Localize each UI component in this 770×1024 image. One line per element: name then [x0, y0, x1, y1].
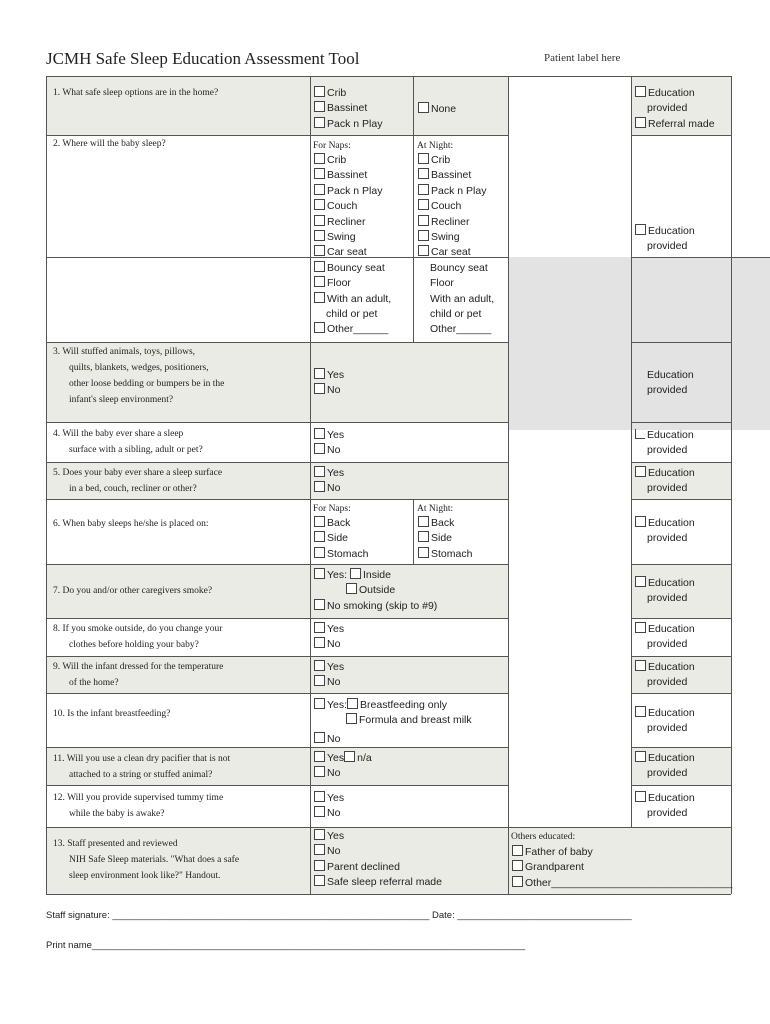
page-title: JCMH Safe Sleep Education Assessment Tool [46, 49, 360, 68]
checkbox[interactable] [635, 791, 646, 802]
checkbox[interactable] [635, 622, 646, 633]
education-provided-label: provided [647, 767, 688, 780]
referral-option[interactable]: Referral made [635, 117, 715, 132]
education-option[interactable]: Education [635, 86, 715, 101]
checkbox[interactable] [314, 698, 325, 709]
q2-night-option[interactable]: Crib [418, 153, 494, 168]
q2-naps-option[interactable]: Couch [314, 199, 391, 214]
checkbox[interactable] [314, 153, 325, 164]
grid-line [631, 747, 731, 748]
yes-option[interactable]: Yes [314, 660, 344, 675]
checkbox[interactable] [314, 245, 325, 256]
q1-none-option[interactable]: None [418, 102, 456, 117]
checkbox[interactable] [350, 568, 361, 579]
q7-no-smoking-option[interactable]: No smoking (skip to #9) [314, 599, 437, 614]
checkbox[interactable] [314, 443, 325, 454]
education-provided-label: provided [647, 444, 688, 457]
q10-yes-row: Yes: Breastfeeding only [314, 698, 472, 713]
yes-option[interactable]: Yes [314, 466, 344, 481]
q6-education [635, 516, 695, 547]
q7-yes-row: Yes: Inside [314, 568, 437, 583]
checkbox[interactable] [418, 153, 429, 164]
q3-education [635, 368, 694, 399]
no-option[interactable]: No [314, 675, 344, 690]
q2-night-option[interactable]: Car seat [418, 245, 494, 260]
no-option[interactable]: No [314, 383, 344, 398]
q6-night-option[interactable]: Side [418, 531, 472, 546]
q2-naps-option[interactable]: With an adult, [314, 292, 391, 307]
q2-naps-option[interactable]: Other______ [314, 322, 391, 337]
education-provided-label: provided [647, 722, 688, 735]
q12-education [635, 791, 695, 822]
grid-line [46, 462, 508, 463]
q12-options [314, 791, 344, 822]
question-10: 10. Is the infant breastfeeding? [53, 709, 171, 719]
q13-option[interactable]: Safe sleep referral made [314, 875, 442, 890]
q2-night-header: At Night: [417, 141, 454, 151]
education-provided-label: provided [647, 384, 688, 397]
question-6: 6. When baby sleeps he/she is placed on: [53, 519, 209, 529]
q2-naps-option-cont: child or pet [326, 308, 378, 321]
question-2: 2. Where will the baby sleep? [53, 139, 166, 149]
grid-line [46, 76, 47, 894]
q9-options [314, 660, 344, 691]
question-5: 5. Does your baby ever share a sleep surface in a bed, couch, recliner or other? [53, 468, 223, 494]
q2-night-option[interactable]: Swing [418, 230, 494, 245]
grid-line [46, 894, 731, 895]
grid-line [46, 342, 508, 343]
q5-education [635, 466, 695, 497]
staff-signature-line[interactable]: Staff signature: ____________________________________________________________ Date: _________________________________ [46, 910, 632, 921]
education-option[interactable]: Education [635, 751, 695, 766]
q4-education [635, 428, 694, 459]
checkbox[interactable] [314, 383, 325, 394]
grid-line [46, 656, 508, 657]
checkbox[interactable] [635, 466, 646, 477]
q2-naps-option[interactable]: Bassinet [314, 168, 391, 183]
grid-line [631, 462, 731, 463]
q6-naps-options [314, 516, 368, 562]
q6-naps-option[interactable]: Stomach [314, 547, 368, 562]
q2-naps-option[interactable]: Bouncy seat [314, 261, 391, 276]
grid-line [508, 76, 509, 894]
grid-line [631, 499, 731, 500]
question-13: 13. Staff presented and reviewed NIH Safe Sleep materials. "What does a safe sleep environment look like?" Handout. [53, 839, 240, 881]
checkbox[interactable] [314, 875, 325, 886]
q6-night-option[interactable]: Stomach [418, 547, 472, 562]
q6-naps-header: For Naps: [313, 504, 351, 514]
q6-night-header: At Night: [417, 504, 454, 514]
q10-no-option[interactable]: No [314, 732, 472, 747]
grid-line [631, 257, 770, 258]
checkbox[interactable] [314, 184, 325, 195]
checkbox[interactable] [418, 199, 429, 210]
education-option[interactable]: Education [635, 466, 695, 481]
education-option[interactable]: Education [635, 791, 695, 806]
q9-education [635, 660, 695, 691]
checkbox[interactable] [314, 766, 325, 777]
checkbox[interactable] [314, 516, 325, 527]
education-option[interactable]: Education [635, 428, 694, 443]
q11-education [635, 751, 695, 782]
no-option[interactable]: No [314, 481, 344, 496]
checkbox[interactable] [314, 547, 325, 558]
grid-line [631, 618, 731, 619]
question-1: 1. What safe sleep options are in the home? [53, 88, 219, 98]
checkbox[interactable] [418, 102, 429, 113]
question-11: 11. Will you use a clean dry pacifier that is not attached to a string or stuffed animal? [53, 754, 231, 780]
q13-others-options [512, 845, 732, 891]
checkbox[interactable] [635, 516, 646, 527]
education-option[interactable]: Education [635, 622, 695, 637]
education-option[interactable]: Education [635, 224, 695, 239]
checkbox[interactable] [346, 583, 357, 594]
no-option[interactable]: No [314, 806, 344, 821]
grid-line [46, 618, 508, 619]
q1-options [314, 86, 382, 132]
checkbox[interactable] [314, 117, 325, 128]
education-provided-label: provided [647, 240, 688, 253]
yes-option[interactable]: Yes [314, 791, 344, 806]
q2-night-option[interactable]: Recliner [418, 215, 494, 230]
checkbox[interactable] [314, 86, 325, 97]
q2-night-option: Other______ [430, 323, 492, 336]
question-3: 3. Will stuffed animals, toys, pillows, quilts, blankets, wedges, positioners, other loose bedding or bumpers be in the infant's sleep environment? [53, 347, 225, 405]
q10-formula-row[interactable]: Formula and breast milk [314, 713, 472, 728]
education-provided-label: provided [647, 592, 688, 605]
checkbox[interactable] [314, 829, 325, 840]
grid-line [46, 499, 508, 500]
checkbox[interactable] [512, 845, 523, 856]
checkbox[interactable] [314, 168, 325, 179]
grid-line [46, 785, 508, 786]
checkbox[interactable] [344, 751, 355, 762]
q2-education [635, 224, 695, 255]
checkbox[interactable] [314, 199, 325, 210]
education-option[interactable]: Education [635, 576, 695, 591]
q7-education [635, 576, 695, 607]
q8-options [314, 622, 344, 653]
grid-line [310, 76, 311, 894]
q2-naps-option[interactable]: Crib [314, 153, 391, 168]
yes-option[interactable]: Yes [314, 428, 344, 443]
checkbox[interactable] [314, 675, 325, 686]
education-option[interactable]: Education [635, 516, 695, 531]
education-provided-label: provided [647, 482, 688, 495]
q13-option[interactable]: No [314, 844, 442, 859]
checkbox[interactable] [314, 276, 325, 287]
grid-line [46, 827, 731, 828]
question-8: 8. If you smoke outside, do you change your clothes before holding your baby? [53, 624, 223, 650]
checkbox[interactable] [314, 531, 325, 542]
q2-naps-option[interactable]: Car seat [314, 245, 391, 260]
grid-line [631, 564, 731, 565]
q11-options [314, 751, 372, 782]
checkbox[interactable] [314, 322, 325, 333]
checkbox[interactable] [314, 292, 325, 303]
q1-education [635, 86, 715, 132]
q2-night-option: Bouncy seat [430, 261, 488, 274]
checkbox[interactable] [418, 531, 429, 542]
grid-line [46, 422, 508, 423]
q2-naps-option[interactable]: Swing [314, 230, 391, 245]
education-option[interactable]: Education [635, 660, 695, 675]
q10-education [635, 706, 695, 737]
checkbox[interactable] [314, 368, 325, 379]
q6-night-options [418, 516, 472, 562]
checkbox[interactable] [635, 224, 646, 235]
checkbox[interactable] [314, 215, 325, 226]
yes-option[interactable]: Yes [314, 368, 344, 383]
q11-yes-row: Yes n/a [314, 751, 372, 766]
q7-options [314, 568, 437, 614]
q13-other-option[interactable]: Father of baby [512, 845, 732, 860]
grid-line [413, 76, 414, 135]
grid-line [631, 422, 731, 423]
q2-night-option: Floor [430, 277, 454, 290]
q2-night-option[interactable]: Pack n Play [418, 184, 494, 199]
grid-line [413, 499, 414, 564]
no-option[interactable]: No [314, 443, 344, 458]
yes-option[interactable]: Yes [314, 622, 344, 637]
education-provided-label: provided [647, 102, 688, 115]
q2-night-option-cont: child or pet [430, 308, 482, 321]
no-option[interactable]: No [314, 766, 372, 781]
grid-line [631, 342, 731, 343]
q6-night-option[interactable]: Back [418, 516, 472, 531]
checkbox[interactable] [314, 806, 325, 817]
q2-naps-header: For Naps: [313, 141, 351, 151]
q1-option[interactable]: Bassinet [314, 101, 382, 116]
checkbox[interactable] [314, 101, 325, 112]
checkbox[interactable] [418, 516, 429, 527]
q2-night-option: With an adult, [430, 292, 495, 305]
question-9: 9. Will the infant dressed for the temperature of the home? [53, 662, 224, 688]
grid-line [631, 76, 632, 827]
checkbox[interactable] [512, 876, 523, 887]
checkbox[interactable] [635, 576, 646, 587]
checkbox[interactable] [314, 481, 325, 492]
checkbox[interactable] [418, 245, 429, 256]
patient-label: Patient label here [544, 52, 621, 64]
q13-options [314, 829, 442, 891]
checkbox[interactable] [314, 622, 325, 633]
checkbox[interactable] [314, 637, 325, 648]
checkbox[interactable] [635, 86, 646, 97]
checkbox[interactable] [346, 713, 357, 724]
q8-education [635, 622, 695, 653]
checkbox[interactable] [635, 751, 646, 762]
q2-naps-option[interactable]: Pack n Play [314, 184, 391, 199]
checkbox[interactable] [314, 751, 325, 762]
checkbox[interactable] [314, 599, 325, 610]
q2-night-option[interactable]: Bassinet [418, 168, 494, 183]
grid-line [731, 76, 732, 894]
grid-line [413, 135, 414, 342]
education-provided-label: provided [647, 638, 688, 651]
education-option[interactable]: Education [635, 706, 695, 721]
q13-others-title: Others educated: [511, 832, 576, 842]
checkbox[interactable] [418, 547, 429, 558]
q3-options [314, 368, 344, 399]
checkbox[interactable] [314, 844, 325, 855]
grid-line [631, 656, 731, 657]
checkbox[interactable] [418, 215, 429, 226]
grid-line [46, 564, 508, 565]
q2-night-options [418, 153, 494, 338]
checkbox[interactable] [418, 168, 429, 179]
question-7: 7. Do you and/or other caregivers smoke? [53, 586, 213, 596]
q5-options [314, 466, 344, 497]
checkbox[interactable] [635, 117, 646, 128]
q2-naps-option[interactable]: Recliner [314, 215, 391, 230]
checkbox[interactable] [635, 706, 646, 717]
checkbox[interactable] [418, 230, 429, 241]
q7-outside-row[interactable]: Outside [314, 583, 437, 598]
education-provided-label: provided [647, 676, 688, 689]
education-provided-label: provided [647, 532, 688, 545]
q6-naps-option[interactable]: Side [314, 531, 368, 546]
checkbox[interactable] [314, 791, 325, 802]
q2-night-option[interactable]: Couch [418, 199, 494, 214]
checkbox[interactable] [635, 660, 646, 671]
q13-other-option[interactable]: Grandparent [512, 860, 732, 875]
q13-other-option[interactable]: Other_______________________________ [512, 876, 732, 891]
q2-naps-options [314, 153, 391, 338]
question-12: 12. Will you provide supervised tummy time while the baby is awake? [53, 793, 224, 819]
grid-line [46, 76, 731, 77]
grid-line [631, 135, 731, 136]
grid-line [631, 693, 731, 694]
checkbox[interactable] [314, 660, 325, 671]
grid-line [46, 693, 508, 694]
print-name-line[interactable]: Print name__________________________________________________________________________________ [46, 940, 526, 951]
checkbox[interactable] [314, 568, 325, 579]
checkbox[interactable] [314, 860, 325, 871]
education-label: Education [647, 369, 694, 381]
checkbox[interactable] [635, 429, 645, 439]
checkbox[interactable] [347, 698, 358, 709]
education-provided-label: provided [647, 807, 688, 820]
q10-options [314, 698, 472, 747]
q13-option[interactable]: Yes [314, 829, 442, 844]
checkbox[interactable] [512, 860, 523, 871]
q13-option[interactable]: Parent declined [314, 860, 442, 875]
q6-naps-option[interactable]: Back [314, 516, 368, 531]
q1-option[interactable]: Pack n Play [314, 117, 382, 132]
grid-line [631, 785, 731, 786]
checkbox[interactable] [314, 466, 325, 477]
checkbox[interactable] [314, 261, 325, 272]
checkbox[interactable] [418, 184, 429, 195]
no-option[interactable]: No [314, 637, 344, 652]
q2-naps-option[interactable]: Floor [314, 276, 391, 291]
q4-options [314, 428, 344, 459]
question-4: 4. Will the baby ever share a sleep surface with a sibling, adult or pet? [53, 429, 203, 455]
checkbox[interactable] [314, 428, 325, 439]
checkbox[interactable] [314, 230, 325, 241]
q1-option[interactable]: Crib [314, 86, 382, 101]
checkbox[interactable] [314, 732, 325, 743]
